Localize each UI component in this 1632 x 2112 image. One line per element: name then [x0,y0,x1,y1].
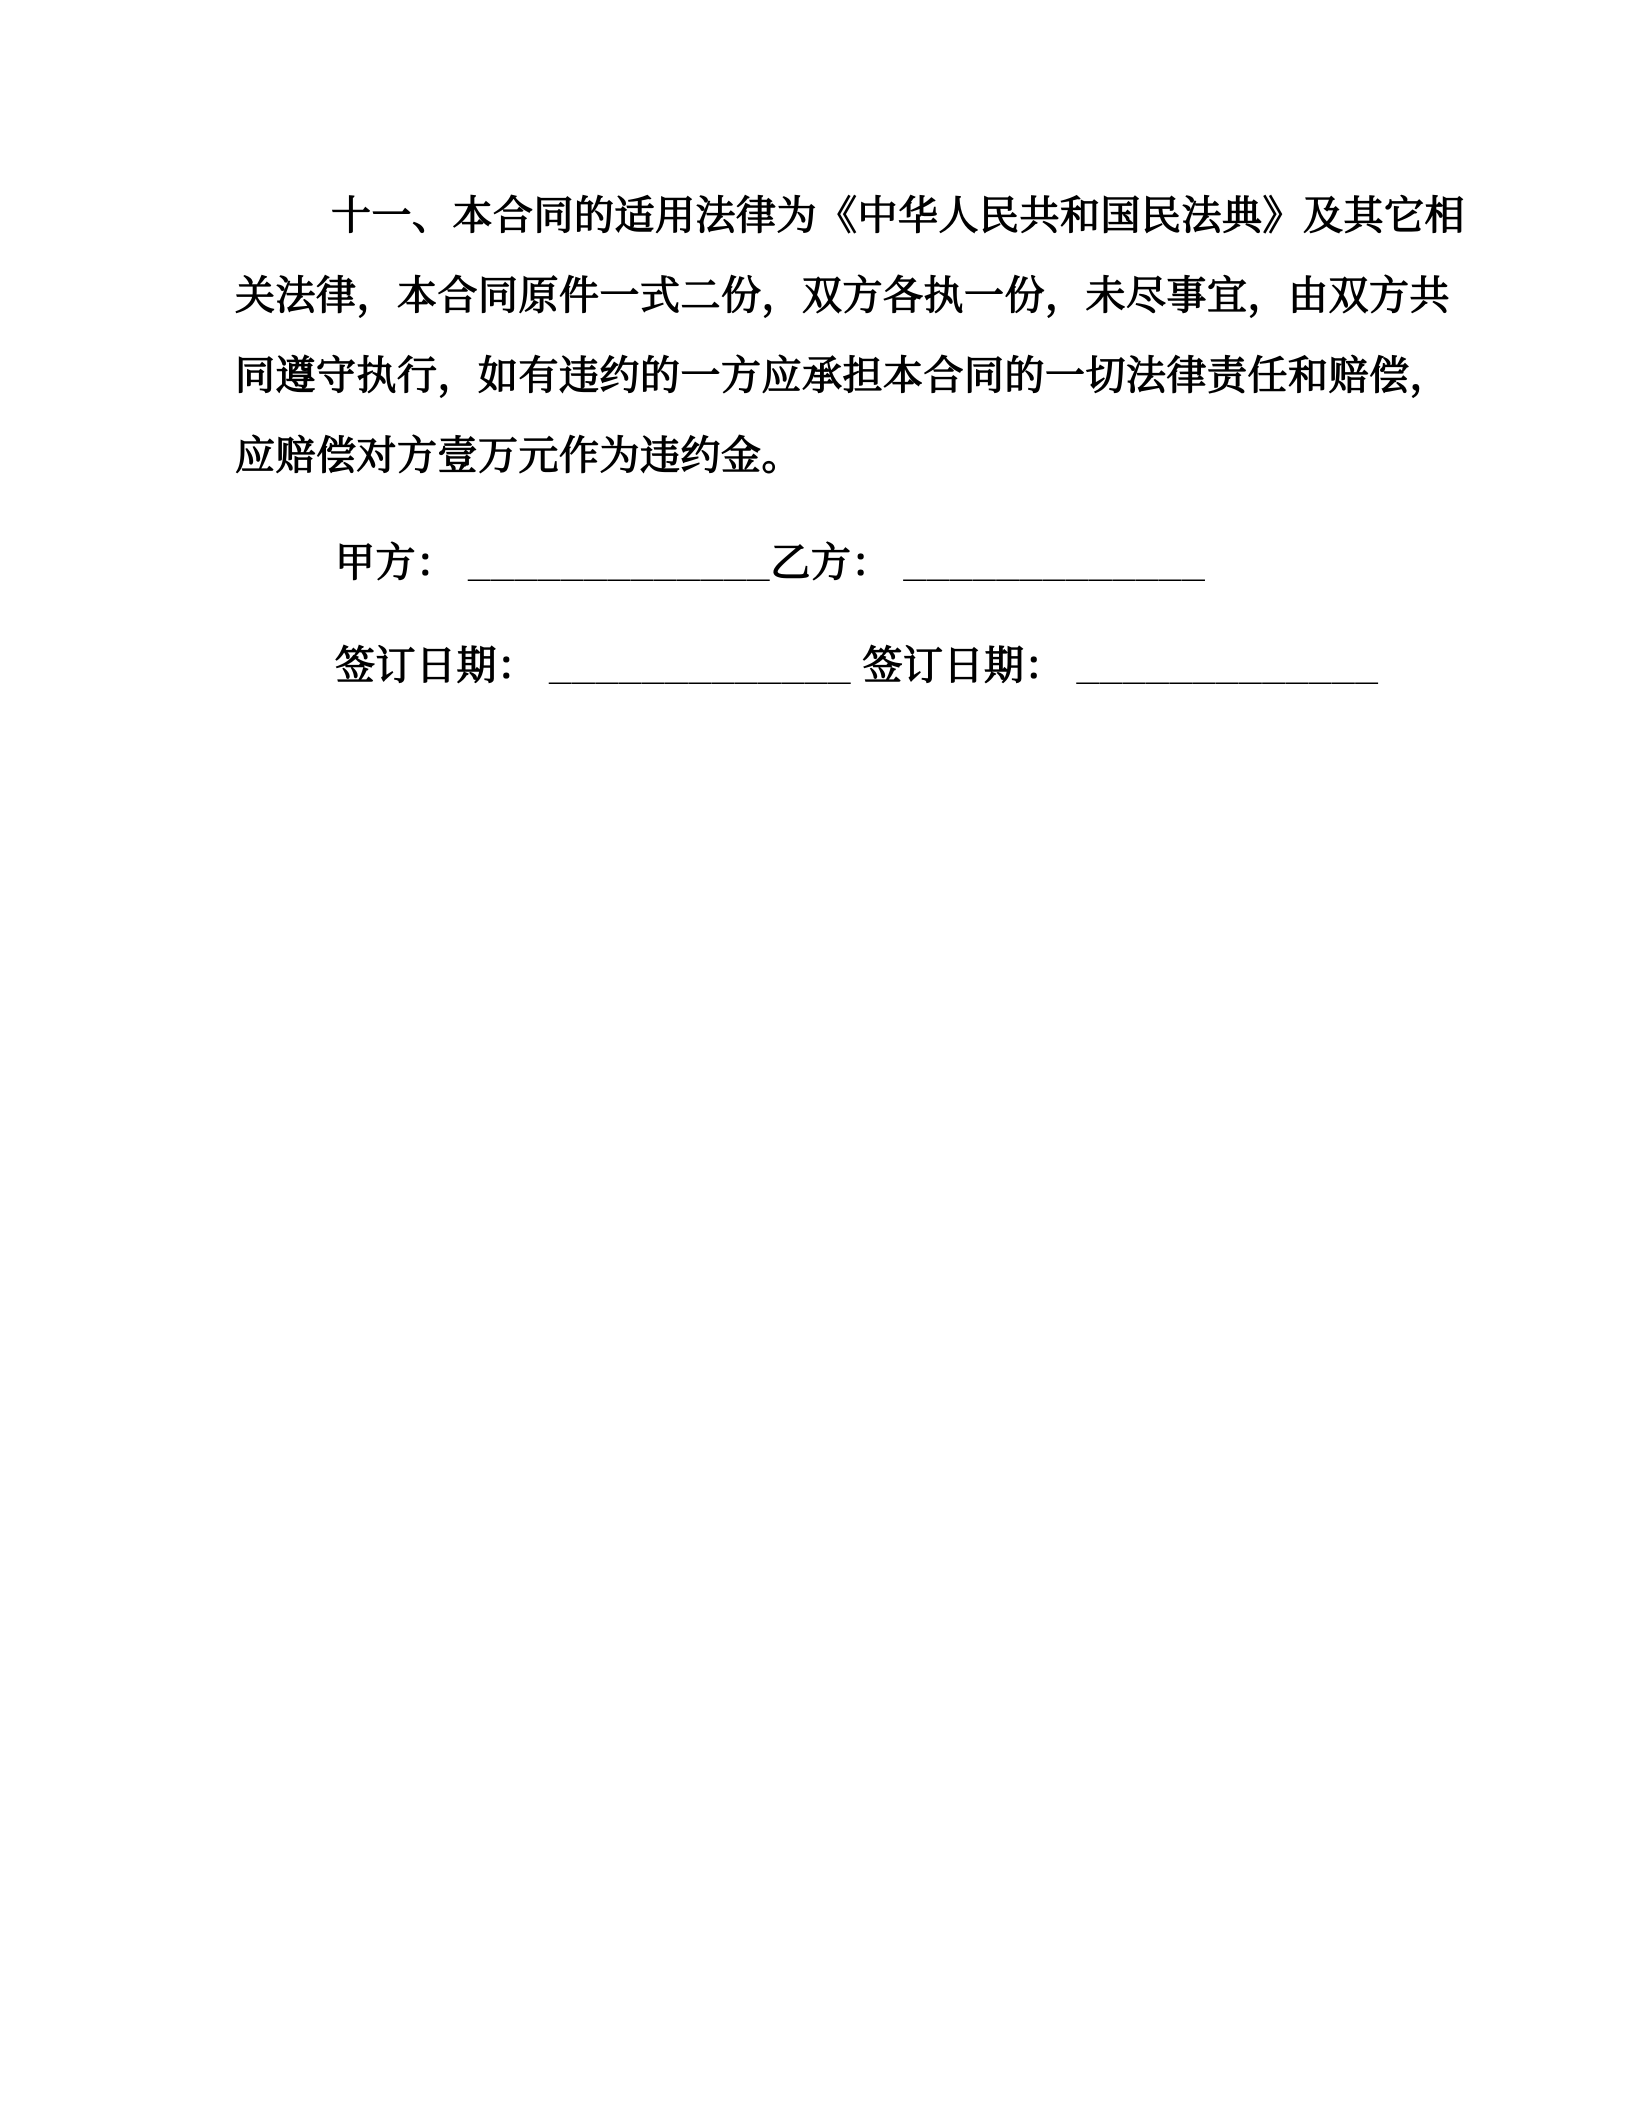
date-b-label: 签订日期： [862,644,1077,688]
date-a-label: 签订日期： [335,644,550,688]
party-b-signature-blank: _____________ [903,541,1206,585]
date-b-blank: _____________ [1076,644,1379,688]
party-a-signature-blank: _____________ [468,541,771,585]
contract-body [235,176,1465,706]
clause-line-1: 十一、本合同的适用法律为《中华人民共和国民法典》及其它相 [331,194,1465,238]
clause-line-2: 关法律，本合同原件一式二份，双方各执一份，未尽事宜，由双方共 [235,274,1450,318]
date-separator [851,644,862,688]
date-line [235,626,1435,706]
party-b-label: 乙方： [770,541,904,585]
signature-line [235,523,1435,603]
party-a-label: 甲方： [335,541,469,585]
clause-line-4: 应赔偿对方壹万元作为违约金。 [235,434,802,478]
clause-line-3: 同遵守执行，如有违约的一方应承担本合同的一切法律责任和赔偿， [235,354,1450,398]
date-a-blank: _____________ [549,644,852,688]
